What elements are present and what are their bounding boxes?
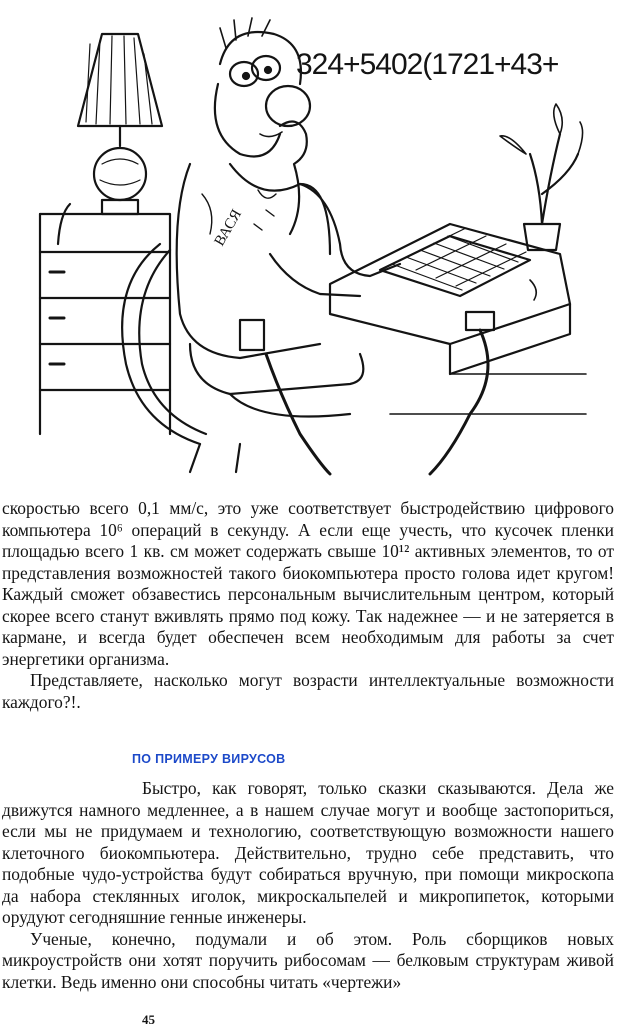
illustration-formula: 324+5402(1721+43+ bbox=[296, 48, 559, 81]
paragraph: скоростью всего 0,1 мм/с, это уже соответствует быстродействию цифрового компьютера 10⁶ операций в секунду. А если еще учесть, что кусочек пленки площадью всего 1 кв. см может содержать свыше 10¹² активных элементов, то от представления возможностей такого биокомпьютера просто голова идет кругом! Каждый сможет обзавестись персональным вычислительным центром, который скорее всего станут вживлять прямо под кожу. Так надежнее — и не затеряется в кармане, и всегда будет обеспечен всем необходимым для работы за счет энергетики организма. bbox=[2, 498, 614, 669]
page-number: 45 bbox=[142, 1012, 155, 1027]
text-block-bottom bbox=[2, 778, 614, 993]
plant-icon bbox=[500, 104, 583, 250]
paragraph: Быстро, как говорят, только сказки сказываются. Дела же движутся намного медленнее, а в нашем случае могут и вообще застопориться, если мы не придумаем и технологию, соответствующую возможности нашего клеточного биокомпьютера. Действительно, трудно себе представить, что подобные чудо-устройства будут собираться вручную, при помощи микроскопа да набора стеклянных иголок, микроскальпелей и микропипеток, которыми орудуют сегодняшние генные инженеры. bbox=[2, 778, 614, 927]
cartoon-illustration bbox=[30, 14, 590, 476]
tattoo-text: ВАСЯ bbox=[211, 207, 246, 249]
text-block-top bbox=[2, 498, 614, 713]
lamp-icon bbox=[58, 34, 162, 244]
paragraph: Ученые, конечно, подумали и об этом. Роль сборщиков новых микроустройств они хотят поручить рибосомам — белковым структурам живой клетки. Ведь именно они способны читать «чертежи» bbox=[2, 928, 614, 992]
paragraph: Представляете, насколько могут возрасти интеллектуальные возможности каждого?!. bbox=[2, 670, 614, 712]
section-heading: ПО ПРИМЕРУ ВИРУСОВ bbox=[132, 752, 286, 766]
desk-left bbox=[40, 214, 170, 434]
chair-icon bbox=[122, 244, 240, 472]
